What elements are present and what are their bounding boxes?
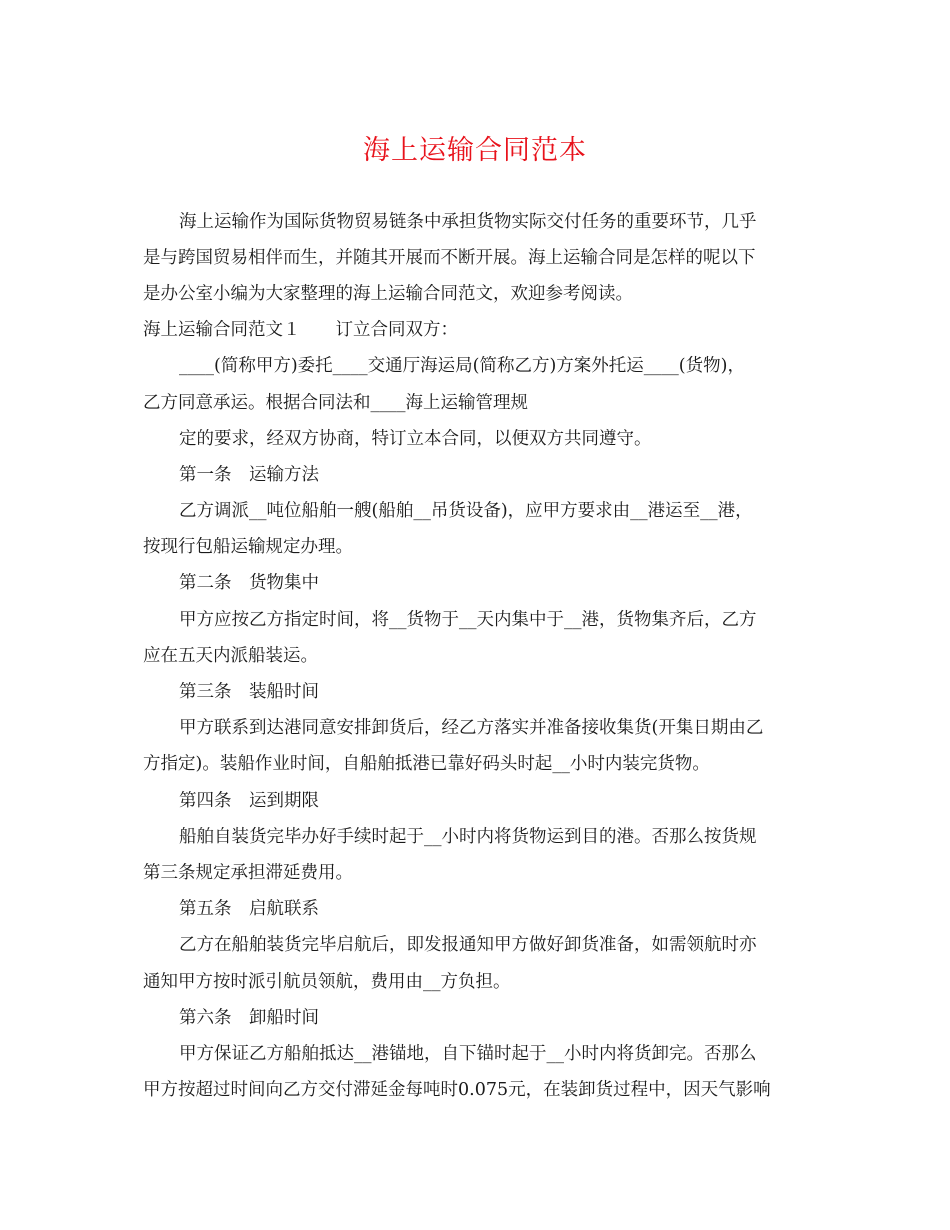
paragraph-line: 甲方联系到达港同意安排卸货后，经乙方落实并准备接收集货(开集日期由乙 bbox=[179, 718, 764, 738]
intro-line-1: 海上运输作为国际货物贸易链条中承担货物实际交付任务的重要环节，几乎 bbox=[179, 212, 757, 232]
paragraph-line: 第三条规定承担滞延费用。 bbox=[143, 863, 353, 883]
article-2-heading: 第二条 货物集中 bbox=[179, 573, 319, 593]
paragraph-line: 乙方在船舶装货完毕启航后，即发报通知甲方做好卸货准备，如需领航时亦 bbox=[179, 935, 757, 955]
paragraph-line: 通知甲方按时派引航员领航，费用由__方负担。 bbox=[143, 972, 511, 992]
paragraph-line: 应在五天内派船装运。 bbox=[143, 646, 318, 666]
paragraph-line: 甲方应按乙方指定时间，将__货物于__天内集中于__港，货物集齐后，乙方 bbox=[179, 610, 757, 630]
intro-line-2: 是与跨国贸易相伴而生，并随其开展而不断开展。海上运输合同是怎样的呢以下 bbox=[143, 248, 756, 268]
article-5-heading: 第五条 启航联系 bbox=[179, 899, 319, 919]
paragraph-line: 乙方调派__吨位船舶一艘(船舶__吊货设备)，应甲方要求由__港运至__港， bbox=[179, 501, 753, 521]
article-1-heading: 第一条 运输方法 bbox=[179, 465, 319, 485]
paragraph-line: 甲方按超过时间向乙方交付滞延金每吨时0.075元，在装卸货过程中，因天气影响 bbox=[143, 1080, 771, 1100]
paragraph-line: 按现行包船运输规定办理。 bbox=[143, 537, 353, 557]
article-6-heading: 第六条 卸船时间 bbox=[179, 1008, 319, 1028]
paragraph-line: 甲方保证乙方船舶抵达__港锚地，自下锚时起于__小时内将货卸完。否那么 bbox=[179, 1044, 757, 1064]
article-3-heading: 第三条 装船时间 bbox=[179, 682, 319, 702]
paragraph-line: 船舶自装货完毕办好手续时起于__小时内将货物运到目的港。否那么按货规 bbox=[179, 827, 757, 847]
paragraph-line: 方指定)。装船作业时间，自船舶抵港已靠好码头时起__小时内装完货物。 bbox=[143, 754, 710, 774]
paragraph-line: 乙方同意承运。根据合同法和____海上运输管理规 bbox=[143, 393, 528, 413]
article-4-heading: 第四条 运到期限 bbox=[179, 791, 319, 811]
contract-heading: 海上运输合同范文１ 订立合同双方： bbox=[143, 320, 458, 340]
paragraph-line: ____(简称甲方)委托____交通厅海运局(简称乙方)方案外托运____(货物)， bbox=[179, 356, 745, 376]
document-title: 海上运输合同范本 bbox=[363, 135, 587, 166]
intro-line-3: 是办公室小编为大家整理的海上运输合同范文，欢迎参考阅读。 bbox=[143, 284, 633, 304]
paragraph-line: 定的要求，经双方协商，特订立本合同，以便双方共同遵守。 bbox=[179, 429, 652, 449]
